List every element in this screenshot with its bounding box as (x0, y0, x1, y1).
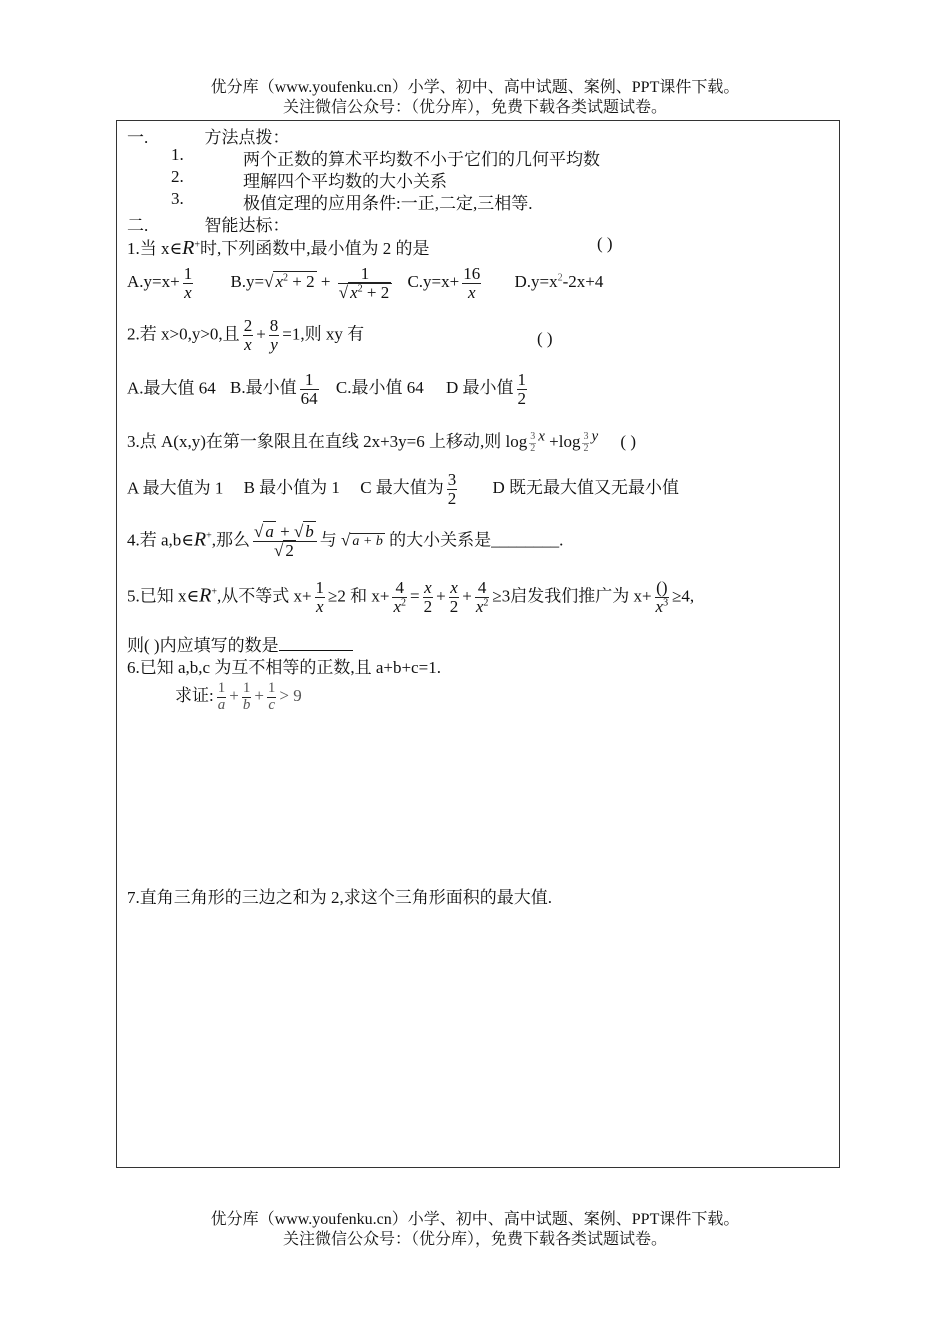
method-point-2: 2. 理解四个平均数的大小关系 (171, 167, 447, 191)
option-a: A 最大值为 1 (127, 478, 224, 498)
answer-bracket: ( ) (537, 329, 553, 348)
page-header (0, 78, 950, 118)
question-5-line-2: 则( )内应填写的数是 (127, 631, 353, 656)
worksheet-box (116, 120, 840, 1168)
header-line-1: 优分库（www.youfenku.cn）小学、初中、高中试题、案例、PPT课件下载。 (210, 79, 740, 96)
question-2-options (127, 371, 530, 408)
option-b: B.y=√ $x^2 + 2$ + $\frac{1}{√ x^2 + 2}$ (230, 272, 395, 291)
question-3-options (127, 471, 679, 508)
question-6-proof: 求证: $\frac{1}{a}$ + $\frac{1}{b}$ + $\frac{1}{c}$ > 9 (175, 680, 302, 713)
option-a: A.最大值 64 (127, 378, 216, 398)
question-5: 5.已知 x∈R+,从不等式 x+ $\frac{1}{x}$ ≥2 和 x+ $\frac{4}{x^2}$ = $\frac{x}{2}$ + $\frac{x}{2}$ + $\frac{4}{x^2}$ ≥3启发我们推广为 x+ $\frac{()}{x^3}$ ≥4, (127, 578, 695, 616)
option-b: B.最小值 $\frac{1}{64}$ (230, 370, 318, 408)
section1-title: 方法点拨： (204, 128, 290, 147)
option-c: C.最小值 64 (335, 378, 424, 398)
option-c: C.y=x+ $\frac{16}{x}$ (407, 264, 481, 302)
section1-num: 一. (127, 128, 149, 147)
option-d: D 最小值 $\frac{1}{2}$ (445, 370, 526, 408)
footer-line-2: 关注微信公众号：（优分库），免费下载各类试题试卷。 (282, 1231, 667, 1248)
section2-title: 智能达标： (204, 216, 290, 235)
option-c: C 最大值为 $\frac{3}{2}$ (360, 470, 457, 508)
section2-heading (127, 211, 290, 236)
option-b: B 最小值为 1 (243, 478, 340, 498)
option-d: D 既无最大值又无最小值 (492, 478, 680, 498)
question-3: 3.点 A(x,y)在第一象限且在直线 2x+3y=6 上移动,则 log $\frac{3}{2}$ x +log $\frac{3}{2}$ y ( ) (127, 428, 636, 454)
method-point-1: 1. 两个正数的算术平均数不小于它们的几何平均数 (171, 145, 600, 169)
option-d: $D.y=x^2-2x+4$ (514, 272, 604, 292)
question-6: 6.已知 a,b,c 为互不相等的正数,且 a+b+c=1. (127, 658, 441, 677)
question-7: 7.直角三角形的三边之和为 2,求这个三角形面积的最大值. (127, 888, 552, 907)
method-point-3: 3. 极值定理的应用条件:一正,二定,三相等. (171, 189, 533, 213)
header-line-2: 关注微信公众号：（优分库），免费下载各类试题试卷。 (282, 99, 667, 116)
question-2: 2.若 x>0,y>0,且 $\frac{2}{x}$ + $\frac{8}{y}$ =1,则 xy 有 ( ) (127, 316, 553, 354)
question-1: 1.当 x∈R+时,下列函数中,最小值为 2 的是 ( ) (127, 234, 613, 259)
answer-bracket: ( ) (620, 432, 636, 451)
section2-num: 二. (127, 216, 149, 235)
footer-line-1: 优分库（www.youfenku.cn）小学、初中、高中试题、案例、PPT课件下载。 (210, 1211, 740, 1228)
answer-bracket: ( ) (597, 234, 613, 253)
fill-in-blank[interactable] (279, 634, 353, 651)
question-1-options (127, 265, 603, 302)
option-a: A.y=x+ $\frac{1}{x}$ (127, 264, 193, 302)
page-footer (0, 1210, 950, 1250)
question-4: 4.若 a,b∈R+,那么 $\frac{√ a + √ b}{√ 2}$ 与 √ a + b 的大小关系是________. (127, 522, 564, 560)
